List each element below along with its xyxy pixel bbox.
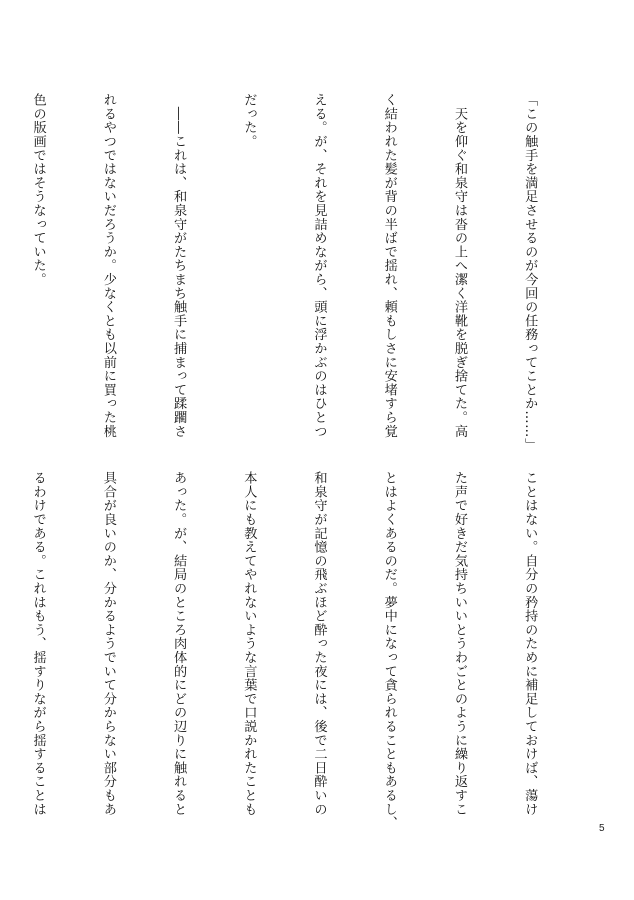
text-line: 具合が良いのか、分かるようでいて分からない部分もあ — [100, 471, 116, 816]
text-line: れるやつではないだろうか。少なくとも以前に買った桃 — [100, 93, 116, 438]
text-line: 色の版画ではそうなっていた。 — [30, 93, 46, 287]
text-line: あった。が、結局のところ肉体的にどの辺りに触れると — [171, 471, 187, 816]
text-line: だった。 — [241, 93, 257, 149]
upper-text-block — [30, 93, 588, 475]
text-line: ――これは、和泉守がたちまち触手に捕まって蹂躙さ — [171, 93, 187, 438]
text-line: 天を仰ぐ和泉守は沓の上へ潔く洋靴を脱ぎ捨てた。高 — [451, 93, 467, 438]
text-line: るわけである。これはもう、揺すりながら揺することは — [30, 471, 46, 816]
text-line: とはよくあるのだ。夢中になって貪られることもあるし、 — [381, 471, 397, 830]
page-number: 5 — [599, 823, 605, 834]
text-line: く結われた髪が背の半ばで揺れ、頼もしさに安堵すら覚 — [381, 93, 397, 438]
text-line: 和泉守が記憶の飛ぶほど酔った夜には、後で二日酔いの — [311, 471, 327, 816]
text-line: 「この触手を満足させるのが今回の任務ってことか……」 — [522, 93, 538, 452]
text-line: 本人にも教えてやれないような言葉で口説かれたことも — [241, 471, 257, 816]
text-line: た声で好きだ気持ちいいとうわごとのように繰り返すこ — [451, 471, 467, 816]
text-line: える。が、それを見詰めながら、頭に浮かぶのはひとつ — [311, 93, 327, 438]
text-line: ことはない。自分の矜持のために補足しておけば、蕩け — [522, 471, 538, 816]
lower-text-block — [30, 471, 588, 853]
